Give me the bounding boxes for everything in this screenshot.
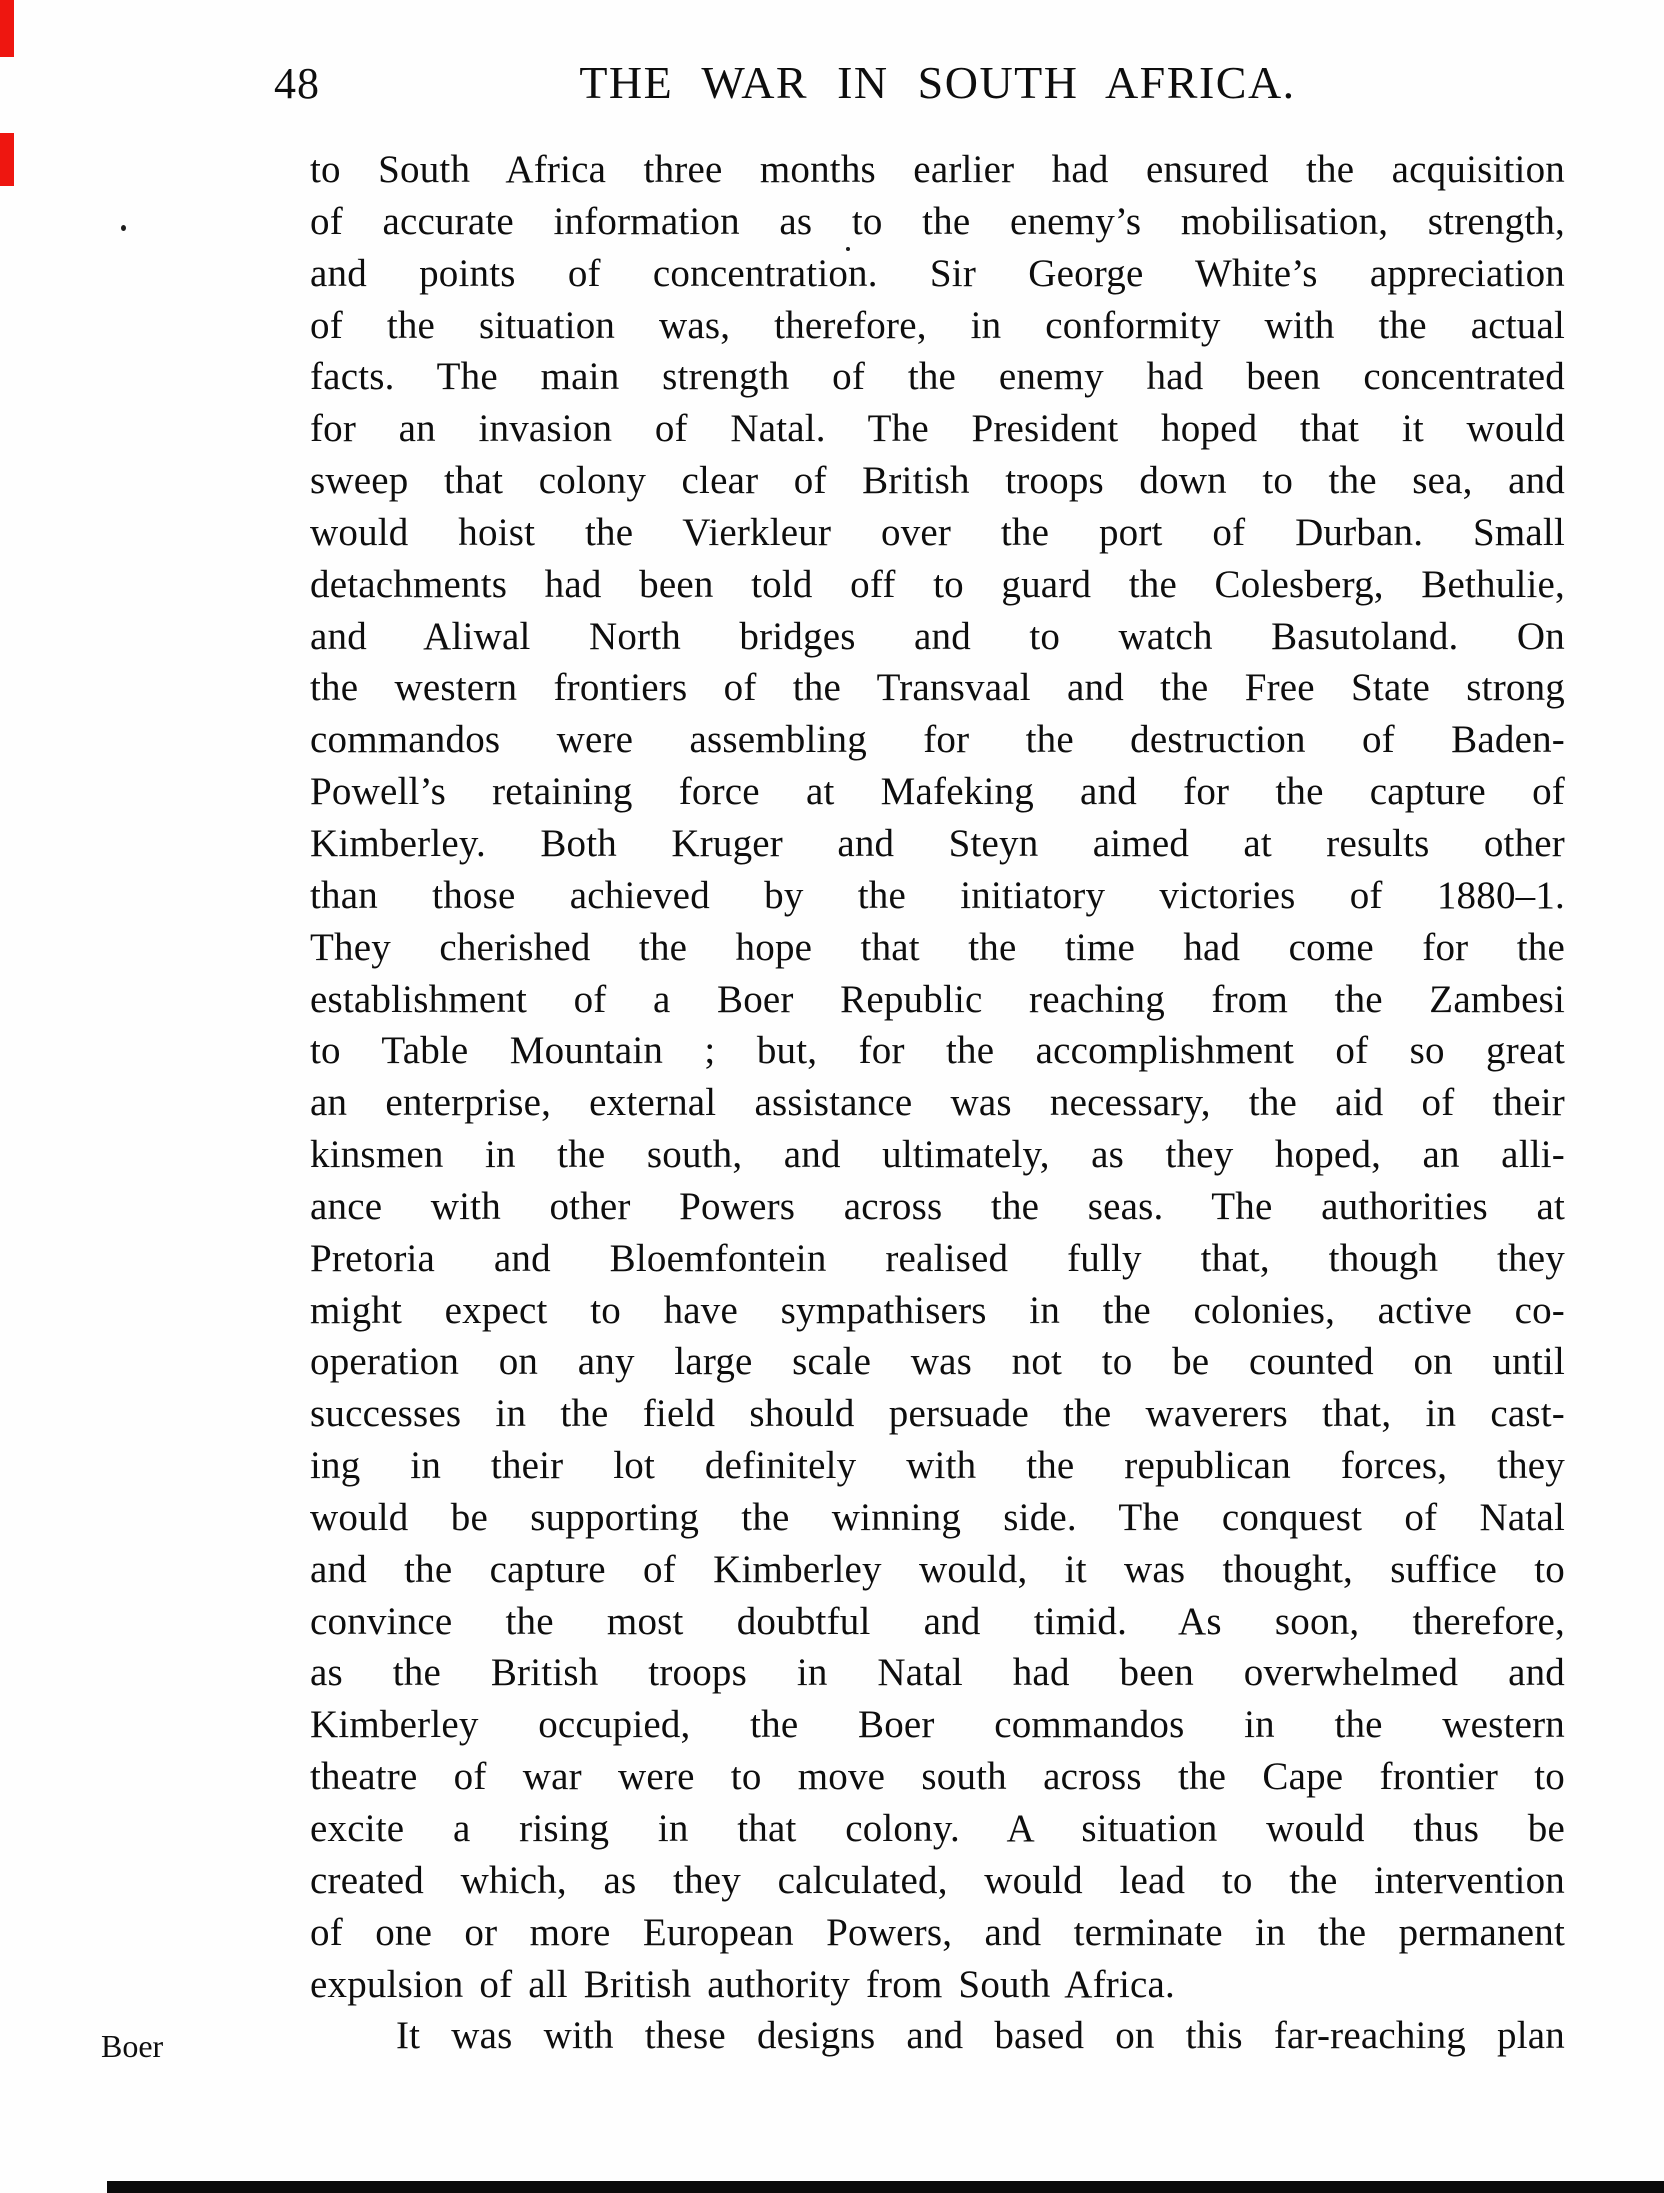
- text-line: would be supporting the winning side. The conquest of Natal: [310, 1495, 1565, 1539]
- running-head-title: THE WAR IN SOUTH AFRICA.: [579, 57, 1296, 108]
- text-line: detachments had been told off to guard the Colesberg, Bethulie,: [310, 562, 1565, 606]
- text-line: successes in the field should persuade the waverers that, in cast-: [310, 1392, 1565, 1436]
- text-line: facts. The main strength of the enemy had been concentrated: [310, 355, 1565, 399]
- text-line: than those achieved by the initiatory victories of 1880–1.: [310, 873, 1565, 917]
- text-line: and Aliwal North bridges and to watch Basutoland. On: [310, 614, 1565, 658]
- text-line: expulsion of all British authority from South Africa.: [310, 1962, 1175, 2006]
- text-line: ance with other Powers across the seas. The authorities at: [310, 1184, 1565, 1228]
- ink-speck: [121, 225, 126, 231]
- text-line: Pretoria and Bloemfontein realised fully that, though they: [310, 1236, 1565, 1280]
- text-line: sweep that colony clear of British troops down to the sea, and: [310, 459, 1565, 503]
- text-line: commandos were assembling for the destruction of Baden-: [310, 718, 1565, 762]
- text-line: to Table Mountain ; but, for the accomplishment of so great: [310, 1029, 1565, 1073]
- body-text-column: [310, 144, 1565, 2062]
- text-line: excite a rising in that colony. A situation would thus be: [310, 1807, 1565, 1850]
- ink-speck: [846, 247, 850, 251]
- page-number: 48: [274, 59, 320, 108]
- text-line: would hoist the Vierkleur over the port of Durban. Small: [310, 510, 1565, 554]
- text-line: Powell’s retaining force at Mafeking and for the capture of: [310, 770, 1565, 814]
- text-line: kinsmen in the south, and ultimately, as they hoped, an alli-: [310, 1133, 1565, 1177]
- text-line: and points of concentration. Sir George White’s appreciation: [310, 251, 1565, 295]
- text-line: convince the most doubtful and timid. As soon, therefore,: [310, 1599, 1565, 1643]
- text-line: of one or more European Powers, and terminate in the permanent: [310, 1910, 1565, 1954]
- text-line: establishment of a Boer Republic reaching from the Zambesi: [310, 977, 1565, 1021]
- scan-artifact-red-mark-top: [0, 0, 14, 57]
- scan-artifact-film-edge-bar: [107, 2181, 1664, 2193]
- text-line: created which, as they calculated, would lead to the intervention: [310, 1858, 1565, 1902]
- text-line: of accurate information as to the enemy’s mobilisation, strength,: [310, 199, 1565, 243]
- text-line: They cherished the hope that the time had come for the: [310, 925, 1565, 969]
- text-line: theatre of war were to move south across the Cape frontier to: [310, 1755, 1565, 1799]
- text-line: It was with these designs and based on this far-reaching plan: [396, 2014, 1565, 2058]
- text-line: Kimberley occupied, the Boer commandos in the western: [310, 1703, 1565, 1747]
- text-line: for an invasion of Natal. The President hoped that it would: [310, 407, 1565, 451]
- text-line: might expect to have sympathisers in the colonies, active co-: [310, 1288, 1565, 1332]
- text-line: the western frontiers of the Transvaal and the Free State strong: [310, 666, 1565, 710]
- text-line: an enterprise, external assistance was necessary, the aid of their: [310, 1081, 1565, 1125]
- text-line: and the capture of Kimberley would, it was thought, suffice to: [310, 1547, 1565, 1591]
- text-line: operation on any large scale was not to be counted on until: [310, 1340, 1565, 1384]
- text-line: ing in their lot definitely with the republican forces, they: [310, 1444, 1565, 1488]
- text-line: as the British troops in Natal had been overwhelmed and: [310, 1651, 1565, 1695]
- margin-note: Boer: [101, 2028, 164, 2064]
- text-line: to South Africa three months earlier had ensured the acquisition: [310, 148, 1565, 191]
- text-line: of the situation was, therefore, in conformity with the actual: [310, 303, 1565, 347]
- text-line: Kimberley. Both Kruger and Steyn aimed at results other: [310, 821, 1565, 865]
- scan-artifact-red-mark-second: [0, 133, 14, 186]
